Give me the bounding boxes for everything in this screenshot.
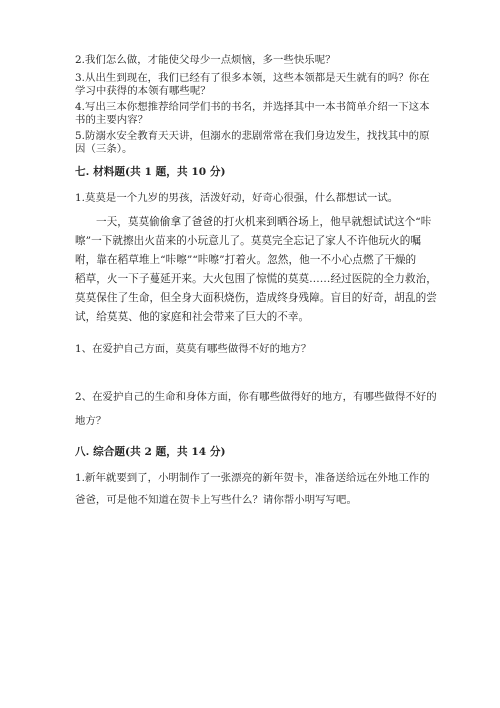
- question-4-line-1: 4.写出三本你想推荐给同学们书的书名，并选择其中一本书简单介绍一下这本: [75, 101, 430, 113]
- composite-question-1-line-1: 1.新年就要到了，小明制作了一张漂亮的新年贺卡，准备送给远在外地工作的: [75, 472, 430, 484]
- question-5-line-2: 因（三条）。: [75, 143, 133, 155]
- question-2-line-1: 2.我们怎么做，才能使父母少一点烦恼，多一些快乐呢？: [75, 54, 336, 66]
- story-line-2: 嚓”一下就擦出火苗来的小玩意儿了。莫莫完全忘记了家人不许他玩火的嘱: [75, 235, 422, 247]
- sub-question-1: 1、在爱护自己方面，莫莫有哪些做得不好的地方？: [75, 343, 312, 355]
- section-7-heading: 七. 材料题(共 1 题，共 10 分): [75, 166, 226, 178]
- sub-question-2-line-1: 2、在爱护自己的生命和身体方面，你有哪些做得好的地方，有哪些做得不好的: [75, 391, 437, 403]
- story-line-5: 莫莫保住了生命，但全身大面积烧伤，造成终身残障。盲目的好奇，胡乱的尝: [75, 292, 437, 304]
- story-line-4: 稻草，火一下子蔓延开来。大火包围了惊慌的莫莫……经过医院的全力救治，: [75, 273, 437, 285]
- composite-question-1-line-2: 爸爸，可是他不知道在贺卡上写些什么？请你帮小明写写吧。: [75, 494, 357, 506]
- story-line-3: 咐，靠在稻草堆上“咔嚓”“咔嚓”打着火。忽然，他一不小心点燃了干燥的: [75, 254, 417, 266]
- section-8-heading: 八. 综合题(共 2 题，共 14 分): [75, 446, 226, 458]
- story-line-6: 试，给莫莫、他的家庭和社会带来了巨大的不幸。: [75, 311, 310, 323]
- question-4-line-2: 书的主要内容？: [75, 114, 149, 126]
- material-question-intro: 1.莫莫是一个九岁的男孩，活泼好动，好奇心很强，什么都想试一试。: [75, 192, 399, 204]
- story-line-1: 一天，莫莫偷偷拿了爸爸的打火机来到晒谷场上，他早就想试试这个“咔: [96, 216, 432, 228]
- question-3-line-2: 学习中获得的本领有哪些呢？: [75, 85, 211, 97]
- sub-question-2-line-2: 地方？: [75, 415, 107, 427]
- question-3-line-1: 3.从出生到现在，我们已经有了很多本领，这些本领都是天生就有的吗？你在: [75, 72, 430, 84]
- question-5-line-1: 5.防溺水安全教育天天讲，但溺水的悲剧常常在我们身边发生，找找其中的原: [75, 130, 430, 142]
